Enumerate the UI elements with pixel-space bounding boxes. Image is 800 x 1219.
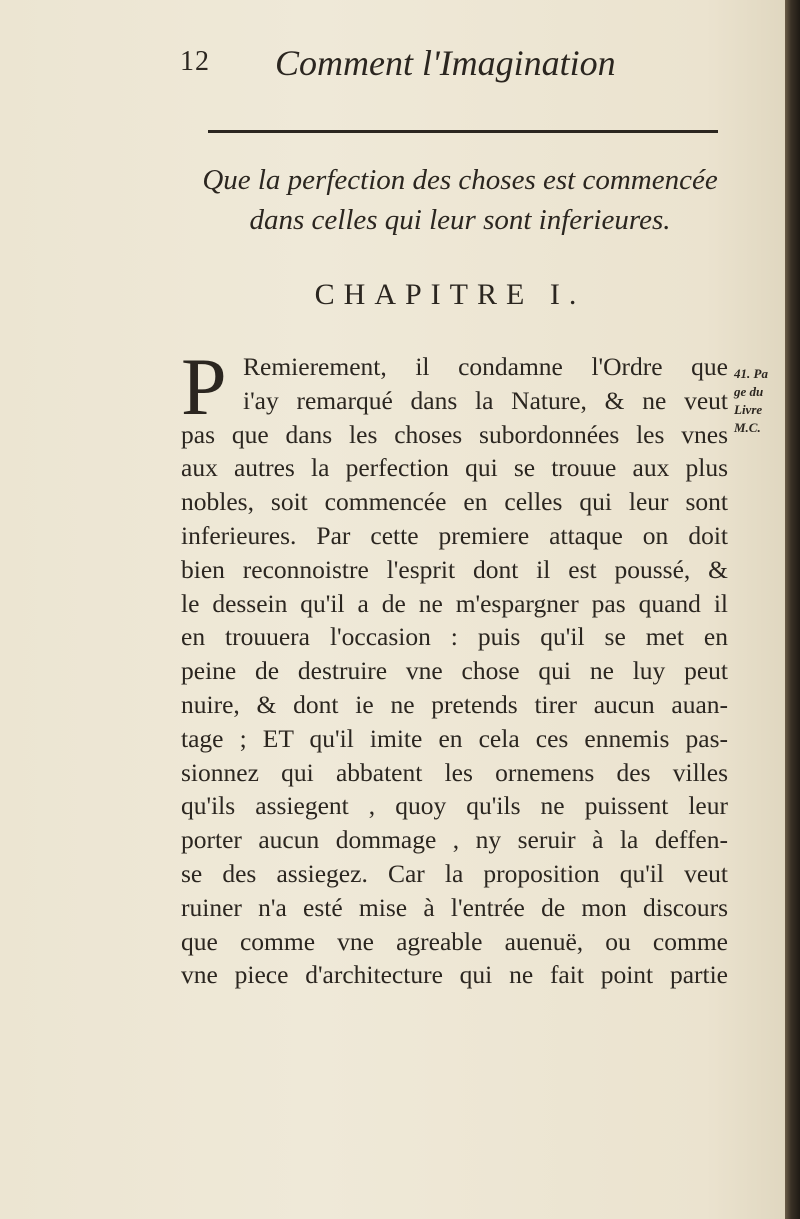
text-line: inferieures. Par cette premiere attaque on doit [181, 520, 728, 550]
text-line: pas que dans les choses subordonnées les vnes [181, 419, 728, 449]
text-line: ruiner n'a esté mise à l'entrée de mon discours [181, 892, 728, 922]
header-rule [208, 130, 718, 133]
running-title: Comment l'Imagination [275, 43, 616, 83]
chapter-title [160, 160, 760, 240]
text-line: se des assiegez. Car la proposition qu'il veut [181, 858, 728, 888]
text-line: bien reconnoistre l'esprit dont il est poussé, & [181, 554, 728, 584]
text-line: porter aucun dommage , ny seruir à la deffen- [181, 825, 728, 855]
text-line: i'ay remarqué dans la Nature, & ne veut [243, 385, 728, 415]
chapter-title-line: Que la perfection des choses est commencée [202, 164, 718, 196]
text-line: que comme vne agreable auenuë, ou comme [181, 926, 728, 956]
body-text [181, 341, 728, 992]
chapter-heading: CHAPITRE I. [314, 278, 586, 311]
text-line: tage ; ET qu'il imite en cela ces ennemis pas- [181, 723, 728, 753]
page-header [180, 38, 700, 98]
text-line: peine de destruire vne chose qui ne luy peut [181, 656, 728, 686]
page-edge-shadow [785, 0, 800, 1219]
text-line: aux autres la perfection qui se trouue aux plus [181, 453, 728, 483]
text-line: sionnez qui abbatent les ornemens des villes [181, 757, 728, 787]
chapter-title-line: dans celles qui leur sont inferieures. [249, 204, 671, 236]
text-line: vne piece d'architecture qui ne fait point partie [181, 960, 728, 990]
text-line: en trouuera l'occasion : puis qu'il se met en [181, 622, 728, 652]
text-line: nobles, soit commencée en celles qui leur sont [181, 487, 728, 517]
page-number: 12 [180, 46, 210, 77]
text-line: le dessein qu'il a de ne m'espargner pas quand il [181, 588, 728, 618]
text-line: nuire, & dont ie ne pretends tirer aucun auan- [181, 689, 728, 719]
text-line: qu'ils assiegent , quoy qu'ils ne puissent leur [181, 791, 728, 821]
text-line: Remierement, il condamne l'Ordre que [243, 352, 728, 381]
margin-note: 41. Pa ge du Livre M.C. [734, 366, 768, 435]
drop-cap: P [181, 341, 227, 432]
